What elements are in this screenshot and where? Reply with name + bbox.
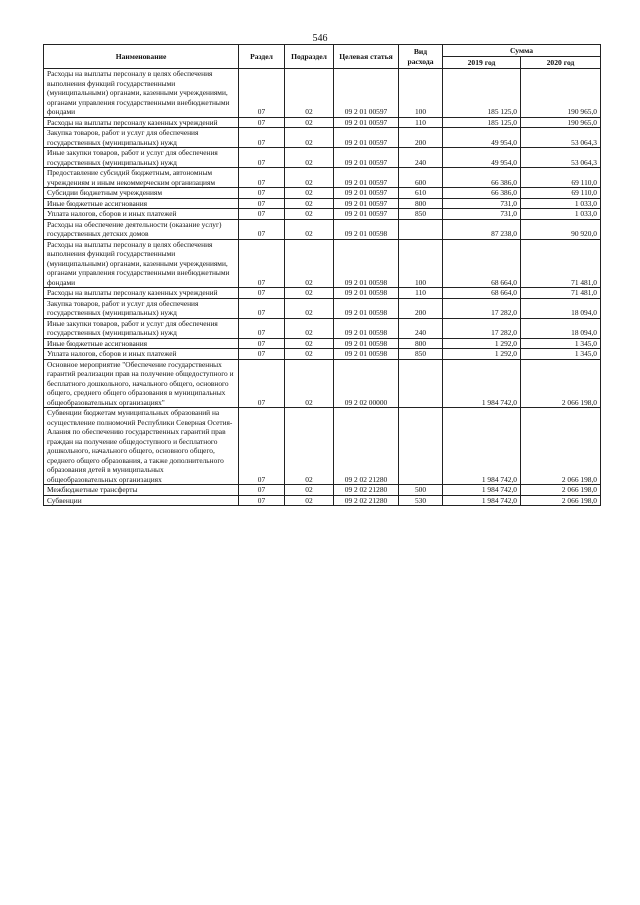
row-amount-2019: 68 664,0 [443, 239, 521, 288]
row-target: 09 2 01 00597 [334, 69, 399, 118]
row-subsection: 02 [285, 209, 334, 220]
row-expense-type [399, 408, 443, 485]
row-amount-2020: 2 066 198,0 [521, 359, 601, 408]
row-name: Расходы на выплаты персоналу казенных учреждений [44, 117, 239, 128]
row-subsection: 02 [285, 359, 334, 408]
header-name: Наименование [44, 45, 239, 69]
row-amount-2020: 69 110,0 [521, 168, 601, 188]
row-amount-2020: 2 066 198,0 [521, 495, 601, 506]
row-name: Иные бюджетные ассигнования [44, 338, 239, 349]
row-amount-2020: 53 064,3 [521, 148, 601, 168]
row-amount-2019: 1 292,0 [443, 338, 521, 349]
table-row [44, 198, 601, 209]
row-amount-2020: 190 965,0 [521, 69, 601, 118]
header-target: Целевая статья [334, 45, 399, 69]
row-amount-2019: 17 282,0 [443, 318, 521, 338]
row-expense-type: 800 [399, 198, 443, 209]
row-expense-type: 200 [399, 298, 443, 318]
row-amount-2019: 66 386,0 [443, 188, 521, 199]
row-target: 09 2 01 00597 [334, 198, 399, 209]
row-subsection: 02 [285, 408, 334, 485]
header-year-2019: 2019 год [443, 57, 521, 69]
row-name: Предоставление субсидий бюджетным, автономным учреждениям и иным некоммерческим организациям [44, 168, 239, 188]
row-expense-type [399, 359, 443, 408]
row-expense-type: 600 [399, 168, 443, 188]
row-expense-type: 200 [399, 128, 443, 148]
row-section: 07 [239, 148, 285, 168]
row-target: 09 2 01 00598 [334, 298, 399, 318]
budget-table [43, 44, 601, 506]
table-row [44, 239, 601, 288]
row-name: Межбюджетные трансферты [44, 485, 239, 496]
row-target: 09 2 01 00598 [334, 288, 399, 299]
row-amount-2019: 49 954,0 [443, 148, 521, 168]
row-section: 07 [239, 117, 285, 128]
row-amount-2019: 1 984 742,0 [443, 408, 521, 485]
row-name: Расходы на выплаты персоналу казенных учреждений [44, 288, 239, 299]
row-subsection: 02 [285, 69, 334, 118]
table-row [44, 495, 601, 506]
row-section: 07 [239, 298, 285, 318]
row-amount-2019: 731,0 [443, 198, 521, 209]
row-name: Расходы на выплаты персоналу в целях обеспечения выполнения функций государственными (муниципальными) органами, казенными учреждениями, органами управления государственными внебюджетными фондами [44, 239, 239, 288]
row-target: 09 2 01 00598 [334, 338, 399, 349]
row-target: 09 2 01 00598 [334, 349, 399, 360]
table-row [44, 69, 601, 118]
row-expense-type: 110 [399, 117, 443, 128]
row-target: 09 2 02 21280 [334, 485, 399, 496]
row-section: 07 [239, 198, 285, 209]
row-name: Основное мероприятие "Обеспечение государственных гарантий реализации прав на получение общедоступного и бесплатного дошкольного, начального общего, основного общего, среднего общего образования в муниципальных общеобразовательных организациях" [44, 359, 239, 408]
row-amount-2019: 1 984 742,0 [443, 485, 521, 496]
row-amount-2020: 71 481,0 [521, 239, 601, 288]
row-section: 07 [239, 239, 285, 288]
row-amount-2020: 2 066 198,0 [521, 408, 601, 485]
row-subsection: 02 [285, 288, 334, 299]
row-section: 07 [239, 359, 285, 408]
row-amount-2019: 68 664,0 [443, 288, 521, 299]
row-name: Субвенции бюджетам муниципальных образований на осуществление полномочий Республики Северная Осетия-Алания по обеспечению государственных гарантий прав граждан на получение общедоступного и бесплатного дошкольного, начального общего, основного общего, среднего общего образования, а также дополнительного образования детей в муниципальных общеобразовательных организациях [44, 408, 239, 485]
table-row [44, 298, 601, 318]
row-expense-type: 100 [399, 69, 443, 118]
row-subsection: 02 [285, 239, 334, 288]
row-amount-2019: 185 125,0 [443, 69, 521, 118]
table-row [44, 408, 601, 485]
row-target: 09 2 01 00598 [334, 318, 399, 338]
row-target: 09 2 02 21280 [334, 408, 399, 485]
row-amount-2020: 1 033,0 [521, 209, 601, 220]
row-expense-type: 530 [399, 495, 443, 506]
header-expense-type: Вид расхода [399, 45, 443, 69]
row-section: 07 [239, 188, 285, 199]
row-amount-2020: 190 965,0 [521, 117, 601, 128]
header-sum: Сумма [443, 45, 601, 57]
table-row [44, 117, 601, 128]
row-expense-type: 110 [399, 288, 443, 299]
row-amount-2019: 17 282,0 [443, 298, 521, 318]
row-expense-type: 800 [399, 338, 443, 349]
table-row [44, 288, 601, 299]
table-row [44, 168, 601, 188]
row-target: 09 2 01 00597 [334, 117, 399, 128]
row-target: 09 2 01 00598 [334, 239, 399, 288]
row-amount-2020: 18 094,0 [521, 298, 601, 318]
row-target: 09 2 01 00598 [334, 219, 399, 239]
row-target: 09 2 01 00597 [334, 148, 399, 168]
row-amount-2020: 69 110,0 [521, 188, 601, 199]
row-amount-2019: 1 292,0 [443, 349, 521, 360]
row-section: 07 [239, 69, 285, 118]
row-expense-type [399, 219, 443, 239]
row-expense-type: 500 [399, 485, 443, 496]
row-amount-2020: 90 920,0 [521, 219, 601, 239]
row-amount-2019: 87 238,0 [443, 219, 521, 239]
row-amount-2019: 49 954,0 [443, 128, 521, 148]
row-amount-2020: 18 094,0 [521, 318, 601, 338]
row-subsection: 02 [285, 485, 334, 496]
row-section: 07 [239, 219, 285, 239]
row-section: 07 [239, 495, 285, 506]
row-name: Субвенции [44, 495, 239, 506]
row-amount-2019: 1 984 742,0 [443, 495, 521, 506]
row-name: Иные закупки товаров, работ и услуг для обеспечения государственных (муниципальных) нужд [44, 318, 239, 338]
row-amount-2020: 71 481,0 [521, 288, 601, 299]
row-subsection: 02 [285, 148, 334, 168]
row-section: 07 [239, 288, 285, 299]
row-section: 07 [239, 209, 285, 220]
row-name: Закупка товаров, работ и услуг для обеспечения государственных (муниципальных) нужд [44, 298, 239, 318]
row-target: 09 2 01 00597 [334, 128, 399, 148]
table-row [44, 188, 601, 199]
row-name: Иные бюджетные ассигнования [44, 198, 239, 209]
row-amount-2020: 1 345,0 [521, 338, 601, 349]
row-name: Иные закупки товаров, работ и услуг для обеспечения государственных (муниципальных) нужд [44, 148, 239, 168]
row-subsection: 02 [285, 128, 334, 148]
table-row [44, 318, 601, 338]
row-section: 07 [239, 408, 285, 485]
row-target: 09 2 02 00000 [334, 359, 399, 408]
row-name: Расходы на выплаты персоналу в целях обеспечения выполнения функций государственными (муниципальными) органами, казенными учреждениями, органами управления государственными внебюджетными фондами [44, 69, 239, 118]
row-target: 09 2 01 00597 [334, 168, 399, 188]
table-row [44, 128, 601, 148]
row-expense-type: 240 [399, 148, 443, 168]
row-amount-2019: 185 125,0 [443, 117, 521, 128]
row-subsection: 02 [285, 349, 334, 360]
row-subsection: 02 [285, 188, 334, 199]
row-name: Уплата налогов, сборов и иных платежей [44, 209, 239, 220]
header-section: Раздел [239, 45, 285, 69]
page-number: 546 [312, 33, 328, 44]
row-expense-type: 100 [399, 239, 443, 288]
row-expense-type: 610 [399, 188, 443, 199]
row-expense-type: 240 [399, 318, 443, 338]
row-amount-2019: 731,0 [443, 209, 521, 220]
row-amount-2020: 1 033,0 [521, 198, 601, 209]
table-row [44, 148, 601, 168]
row-section: 07 [239, 168, 285, 188]
row-amount-2020: 2 066 198,0 [521, 485, 601, 496]
row-subsection: 02 [285, 495, 334, 506]
row-name: Расходы на обеспечение деятельности (оказание услуг) государственных детских домов [44, 219, 239, 239]
row-expense-type: 850 [399, 209, 443, 220]
header-subsection: Подраздел [285, 45, 334, 69]
row-expense-type: 850 [399, 349, 443, 360]
row-section: 07 [239, 318, 285, 338]
header-year-2020: 2020 год [521, 57, 601, 69]
row-name: Субсидии бюджетным учреждениям [44, 188, 239, 199]
row-name: Уплата налогов, сборов и иных платежей [44, 349, 239, 360]
table-row [44, 485, 601, 496]
row-section: 07 [239, 338, 285, 349]
row-name: Закупка товаров, работ и услуг для обеспечения государственных (муниципальных) нужд [44, 128, 239, 148]
row-section: 07 [239, 485, 285, 496]
row-subsection: 02 [285, 219, 334, 239]
row-subsection: 02 [285, 117, 334, 128]
row-section: 07 [239, 128, 285, 148]
table-row [44, 359, 601, 408]
row-subsection: 02 [285, 198, 334, 209]
row-target: 09 2 01 00597 [334, 188, 399, 199]
table-row [44, 209, 601, 220]
table-row [44, 349, 601, 360]
row-target: 09 2 01 00597 [334, 209, 399, 220]
row-section: 07 [239, 349, 285, 360]
row-amount-2019: 66 386,0 [443, 168, 521, 188]
row-subsection: 02 [285, 298, 334, 318]
table-row [44, 338, 601, 349]
row-subsection: 02 [285, 168, 334, 188]
table-row [44, 219, 601, 239]
row-subsection: 02 [285, 318, 334, 338]
row-subsection: 02 [285, 338, 334, 349]
row-amount-2020: 53 064,3 [521, 128, 601, 148]
row-amount-2019: 1 984 742,0 [443, 359, 521, 408]
row-amount-2020: 1 345,0 [521, 349, 601, 360]
row-target: 09 2 02 21280 [334, 495, 399, 506]
